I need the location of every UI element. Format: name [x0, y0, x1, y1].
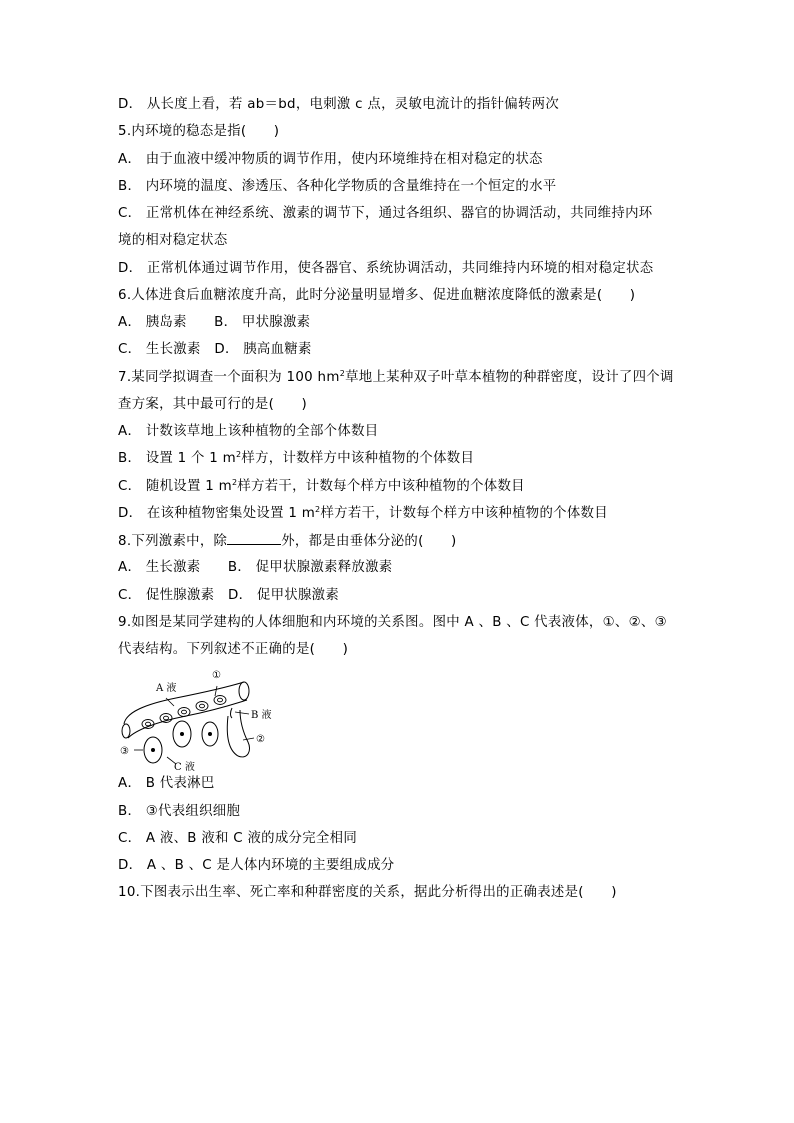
q5-option-c-line2: 境的相对稳定状态 — [118, 233, 228, 248]
question-8: 8.下列激素中，除 外，都是由垂体分泌的( ) — [118, 534, 457, 549]
q5-option-c-line1: C． 正常机体在神经系统、激素的调节下，通过各组织、器官的协调活动，共同维持内环 — [118, 206, 653, 221]
q8-options-ab: A． 生长激素 B． 促甲状腺激素释放激素 — [118, 560, 393, 575]
question-7-line2: 查方案，其中最可行的是( ) — [118, 397, 308, 412]
q5-option-d: D． 正常机体通过调节作用，使各器官、系统协调活动，共同维持内环境的相对稳定状态 — [118, 261, 654, 276]
cell-environment-diagram — [116, 664, 286, 772]
tissue-cells — [144, 721, 218, 763]
q7-option-c: C． 随机设置 1 $m^2$样方若干，计数每个样方中该种植物的个体数目 — [118, 478, 525, 494]
q9-option-d: D． A 、B 、C 是人体内环境的主要组成成分 — [118, 858, 395, 873]
label-structure-2: ② — [256, 734, 265, 745]
label-b-fluid: B 液 — [251, 710, 272, 721]
label-structure-1: ① — [212, 670, 221, 681]
q4-option-d: D． 从长度上看，若 ab＝bd，电刺激 c 点，灵敏电流计的指针偏转两次 — [118, 97, 560, 112]
label-c-fluid: C 液 — [174, 762, 195, 772]
q9-option-b: B． ③代表组织细胞 — [118, 804, 241, 819]
q6-options-ab: A． 胰岛素 B． 甲状腺激素 — [118, 315, 311, 330]
question-7-line1: 7.某同学拟调查一个面积为 100 $hm^2$草地上某种双子叶草本植物的种群密度，设计了四个调 — [118, 369, 674, 385]
q7-option-b: B． 设置 1 个 1 $m^2$样方，计数样方中该种植物的个体数目 — [118, 450, 475, 466]
q9-option-c: C． A 液、B 液和 C 液的成分完全相同 — [118, 831, 358, 846]
question-9-line1: 9.如图是某同学建构的人体细胞和内环境的关系图。图中 A 、B 、C 代表液体，①、②、③ — [118, 615, 667, 630]
q5-option-a: A． 由于血液中缓冲物质的调节作用，使内环境维持在相对稳定的状态 — [118, 152, 543, 167]
question-5: 5.内环境的稳态是指( ) — [118, 124, 280, 139]
q7-option-a: A． 计数该草地上该种植物的全部个体数目 — [118, 424, 379, 439]
q6-options-cd: C． 生长激素 D． 胰高血糖素 — [118, 342, 312, 357]
fill-in-blank — [227, 532, 281, 545]
question-9-line2: 代表结构。下列叙述不正确的是( ) — [118, 642, 349, 657]
q5-option-b: B． 内环境的温度、渗透压、各种化学物质的含量维持在一个恒定的水平 — [118, 179, 557, 194]
q9-option-a: A． B 代表淋巴 — [118, 776, 215, 791]
question-6: 6.人体进食后血糖浓度升高，此时分泌量明显增多、促进血糖浓度降低的激素是( ) — [118, 288, 636, 303]
question-10: 10.下图表示出生率、死亡率和种群密度的关系，据此分析得出的正确表述是( ) — [118, 885, 617, 900]
label-structure-3: ③ — [120, 746, 129, 757]
q8-options-cd: C． 促性腺激素 D． 促甲状腺激素 — [118, 588, 340, 603]
q7-option-d: D． 在该种植物密集处设置 1 $m^2$样方若干，计数每个样方中该种植物的个体数目 — [118, 505, 608, 521]
label-a-fluid: A 液 — [156, 683, 177, 694]
